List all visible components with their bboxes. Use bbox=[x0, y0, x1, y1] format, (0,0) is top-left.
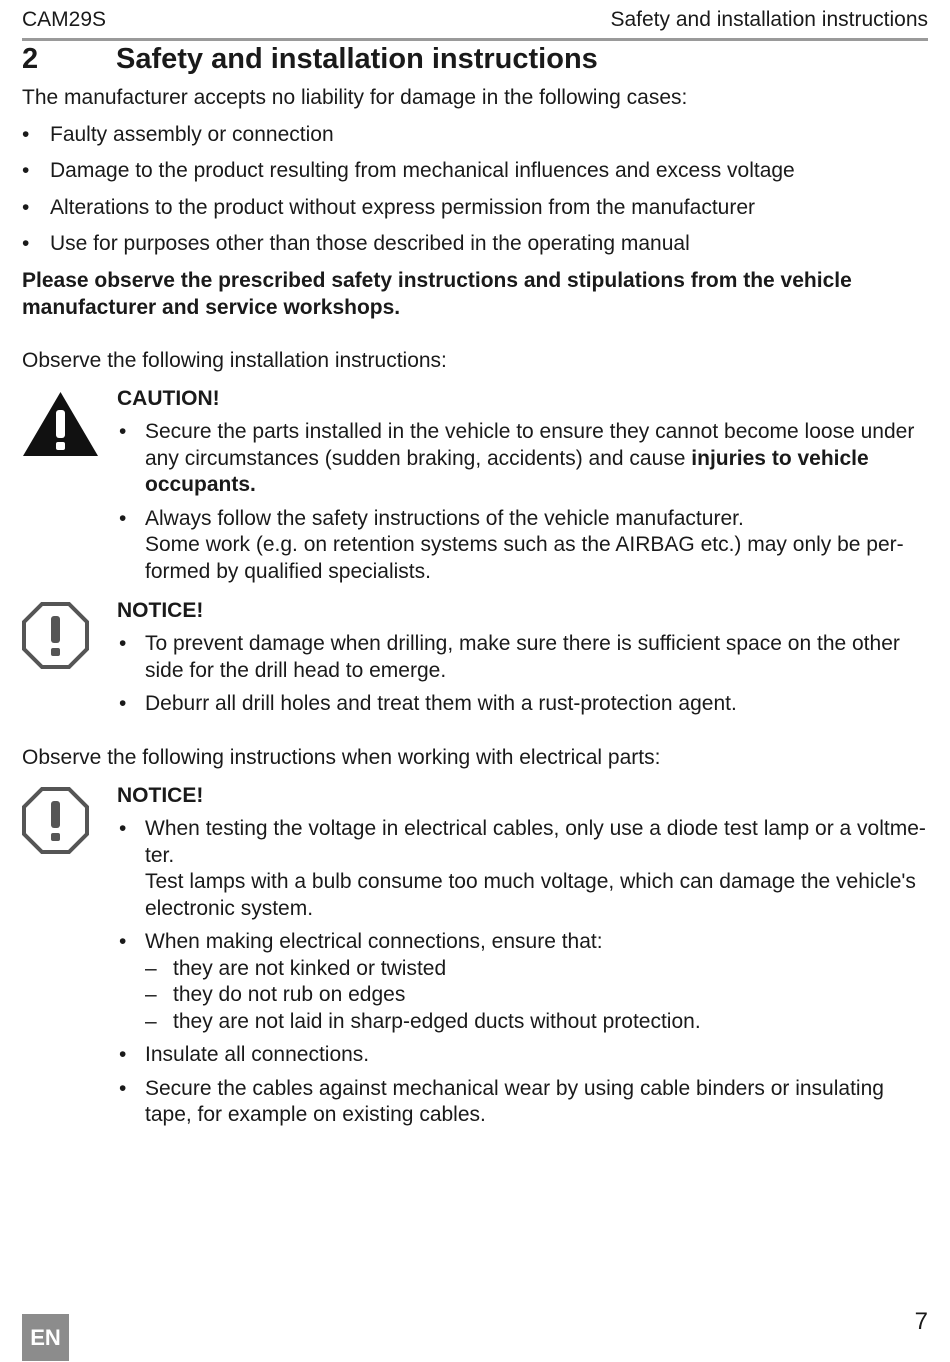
liability-item: • Damage to the product resulting from mechanical influences and excess voltage bbox=[22, 159, 795, 182]
notice-heading: NOTICE! bbox=[117, 599, 204, 622]
notice-item: • Deburr all drill holes and treat them with a rust-protection agent. bbox=[117, 691, 929, 718]
notice-block-installation bbox=[117, 597, 929, 718]
liability-intro: The manufacturer accepts no liability for damage in the following cases: bbox=[22, 86, 688, 109]
model-name: CAM29S bbox=[22, 8, 107, 31]
liability-item: • Use for purposes other than those described in the operating manual bbox=[22, 232, 690, 255]
notice-item: • When making electrical connections, ensure that: – they are not kinked or twisted – they do not rub on edges – they are not laid in sharp-edged ducts without protection. bbox=[117, 929, 929, 1035]
caution-heading: CAUTION! bbox=[117, 387, 220, 410]
dash-item: – they are not laid in sharp-edged ducts without protection. bbox=[145, 1009, 929, 1036]
safety-observe-note: Please observe the prescribed safety instructions and stipulations from the vehicle manufacturer and service workshops. bbox=[22, 269, 852, 319]
notice-block-electrical bbox=[117, 782, 929, 1129]
caution-item: • Always follow the safety instructions of the vehicle manufacturer. Some work (e.g. on retention systems such as the AIRBAG etc.) may only be performed by qualified specialists. bbox=[117, 506, 929, 586]
installation-intro: Observe the following installation instructions: bbox=[22, 349, 447, 372]
notice-octagon-icon bbox=[22, 787, 89, 854]
notice-octagon-icon bbox=[22, 602, 89, 669]
page-header bbox=[22, 8, 928, 40]
caution-item: • Secure the parts installed in the vehicle to ensure they cannot become loose under any circumstances (sudden braking, accidents) and cause injuries to vehicle occupants. bbox=[117, 419, 929, 499]
notice-item: • To prevent damage when drilling, make sure there is sufficient space on the other side for the drill head to emerge. bbox=[117, 631, 929, 684]
notice-item: • Insulate all connections. bbox=[117, 1042, 929, 1069]
warning-triangle-icon bbox=[22, 390, 99, 458]
header-rule bbox=[22, 38, 928, 41]
notice-heading: NOTICE! bbox=[117, 784, 204, 807]
page-number: 7 bbox=[914, 1308, 928, 1335]
caution-block bbox=[117, 385, 929, 585]
notice-item: • When testing the voltage in electrical cables, only use a diode test lamp or a voltmeter. Test lamps with a bulb consume too much voltage, which can damage the vehicle's electronic system. bbox=[117, 816, 929, 922]
liability-item: • Faulty assembly or connection bbox=[22, 123, 334, 146]
liability-item: • Alterations to the product without express permission from the manufacturer bbox=[22, 196, 755, 219]
notice-item: • Secure the cables against mechanical wear by using cable binders or insulating tape, for example on existing cables. bbox=[117, 1076, 929, 1129]
section-number: 2 bbox=[22, 43, 39, 75]
section-title: Safety and installation instructions bbox=[116, 43, 598, 75]
section-heading bbox=[22, 43, 598, 76]
electrical-intro: Observe the following instructions when working with electrical parts: bbox=[22, 746, 661, 769]
dash-item: – they do not rub on edges bbox=[145, 982, 929, 1009]
running-section-title: Safety and installation instructions bbox=[610, 8, 928, 31]
language-badge: EN bbox=[22, 1314, 69, 1361]
dash-item: – they are not kinked or twisted bbox=[145, 956, 929, 983]
